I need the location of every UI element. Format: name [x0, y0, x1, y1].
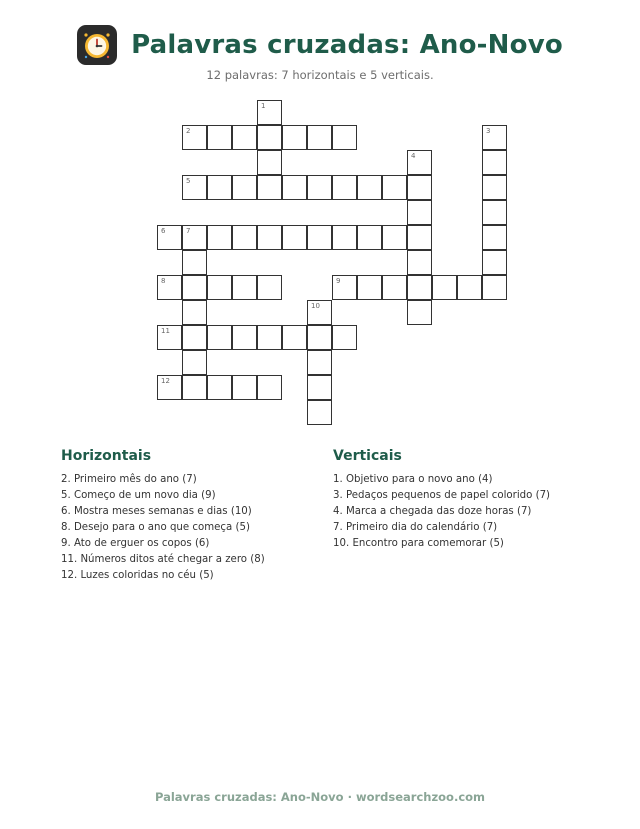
grid-cell[interactable] — [257, 175, 282, 200]
grid-cell[interactable] — [382, 275, 407, 300]
clue-number: 11 — [161, 327, 170, 335]
grid-cell[interactable] — [332, 125, 357, 150]
grid-cell[interactable] — [257, 150, 282, 175]
clue-number: 1 — [261, 102, 266, 110]
grid-cell[interactable] — [282, 225, 307, 250]
grid-cell[interactable] — [307, 175, 332, 200]
down-heading: Verticais — [333, 448, 402, 464]
grid-cell[interactable] — [332, 225, 357, 250]
grid-cell[interactable] — [232, 325, 257, 350]
grid-cell[interactable] — [382, 225, 407, 250]
grid-cell[interactable] — [282, 125, 307, 150]
grid-cell[interactable] — [407, 250, 432, 275]
clue-number: 7 — [186, 227, 191, 235]
grid-cell[interactable] — [332, 275, 357, 300]
grid-cell[interactable] — [257, 100, 282, 125]
grid-cell[interactable] — [307, 325, 332, 350]
grid-cell[interactable] — [257, 225, 282, 250]
grid-cell[interactable] — [182, 300, 207, 325]
grid-cell[interactable] — [432, 275, 457, 300]
grid-cell[interactable] — [407, 200, 432, 225]
grid-cell[interactable] — [157, 275, 182, 300]
page-footer: Palavras cruzadas: Ano-Novo · wordsearchzoo.com — [154, 790, 486, 804]
grid-cell[interactable] — [207, 175, 232, 200]
grid-cell[interactable] — [157, 225, 182, 250]
grid-cell[interactable] — [257, 275, 282, 300]
down-clue: 3. Pedaços pequenos de papel colorido (7) — [333, 490, 551, 501]
grid-cell[interactable] — [482, 175, 507, 200]
grid-cell[interactable] — [307, 350, 332, 375]
grid-cell[interactable] — [232, 375, 257, 400]
grid-cell[interactable] — [482, 125, 507, 150]
clue-number: 2 — [186, 127, 191, 135]
grid-cell[interactable] — [407, 300, 432, 325]
grid-cell[interactable] — [157, 325, 182, 350]
grid-cell[interactable] — [207, 125, 232, 150]
clue-number: 5 — [186, 177, 191, 185]
grid-cell[interactable] — [207, 275, 232, 300]
grid-cell[interactable] — [482, 275, 507, 300]
grid-cell[interactable] — [182, 175, 207, 200]
grid-cell[interactable] — [357, 275, 382, 300]
grid-cell[interactable] — [182, 275, 207, 300]
grid-cell[interactable] — [282, 175, 307, 200]
grid-cell[interactable] — [182, 225, 207, 250]
grid-cell[interactable] — [257, 375, 282, 400]
grid-cell[interactable] — [357, 225, 382, 250]
page-title: Palavras cruzadas: Ano-Novo — [131, 30, 563, 60]
grid-cell[interactable] — [157, 375, 182, 400]
grid-cell[interactable] — [182, 350, 207, 375]
grid-cell[interactable] — [207, 325, 232, 350]
grid-cell[interactable] — [357, 175, 382, 200]
grid-cell[interactable] — [182, 125, 207, 150]
across-clue: 11. Números ditos até chegar a zero (8) — [61, 554, 265, 565]
across-clues — [61, 448, 265, 584]
grid-cell[interactable] — [332, 175, 357, 200]
grid-cell[interactable] — [382, 175, 407, 200]
down-clues — [333, 448, 550, 552]
grid-cell[interactable] — [182, 375, 207, 400]
grid-cell[interactable] — [232, 175, 257, 200]
grid-cell[interactable] — [482, 150, 507, 175]
grid-cell[interactable] — [207, 375, 232, 400]
clue-number: 9 — [336, 277, 341, 285]
down-clue: 4. Marca a chegada das doze horas (7) — [333, 506, 532, 517]
down-clue: 7. Primeiro dia do calendário (7) — [333, 522, 498, 533]
grid-cell[interactable] — [207, 225, 232, 250]
grid-cell[interactable] — [182, 250, 207, 275]
down-clue: 10. Encontro para comemorar (5) — [333, 538, 504, 549]
across-clue: 6. Mostra meses semanas e dias (10) — [61, 506, 252, 517]
grid-cell[interactable] — [407, 225, 432, 250]
grid-cell[interactable] — [232, 125, 257, 150]
clue-number: 8 — [161, 277, 166, 285]
grid-cell[interactable] — [307, 125, 332, 150]
grid-cell[interactable] — [482, 200, 507, 225]
across-clue: 12. Luzes coloridas no céu (5) — [61, 570, 214, 581]
across-clue: 2. Primeiro mês do ano (7) — [61, 474, 197, 485]
grid-cell[interactable] — [232, 225, 257, 250]
grid-cell[interactable] — [332, 325, 357, 350]
grid-cell[interactable] — [282, 325, 307, 350]
grid-cell[interactable] — [257, 325, 282, 350]
clue-number: 10 — [311, 302, 320, 310]
puzzle-summary: 12 palavras: 7 horizontais e 5 verticais. — [206, 68, 434, 82]
across-clue: 8. Desejo para o ano que começa (5) — [61, 522, 250, 533]
grid-cell[interactable] — [307, 225, 332, 250]
grid-cell[interactable] — [407, 175, 432, 200]
grid-cell[interactable] — [307, 375, 332, 400]
grid-cell[interactable] — [457, 275, 482, 300]
grid-cell[interactable] — [307, 300, 332, 325]
clue-number: 4 — [411, 152, 416, 160]
across-clue: 5. Começo de um novo dia (9) — [61, 490, 216, 501]
grid-cell[interactable] — [407, 150, 432, 175]
grid-cell[interactable] — [407, 275, 432, 300]
clue-number: 3 — [486, 127, 491, 135]
across-clue: 9. Ato de erguer os copos (6) — [61, 538, 210, 549]
grid-cell[interactable] — [482, 225, 507, 250]
grid-cell[interactable] — [482, 250, 507, 275]
grid-cell[interactable] — [232, 275, 257, 300]
grid-cell[interactable] — [307, 400, 332, 425]
down-clue: 1. Objetivo para o novo ano (4) — [333, 474, 493, 485]
clue-number: 12 — [161, 377, 170, 385]
grid-cell[interactable] — [257, 125, 282, 150]
clue-number: 6 — [161, 227, 166, 235]
across-heading: Horizontais — [61, 448, 152, 464]
grid-cell[interactable] — [182, 325, 207, 350]
